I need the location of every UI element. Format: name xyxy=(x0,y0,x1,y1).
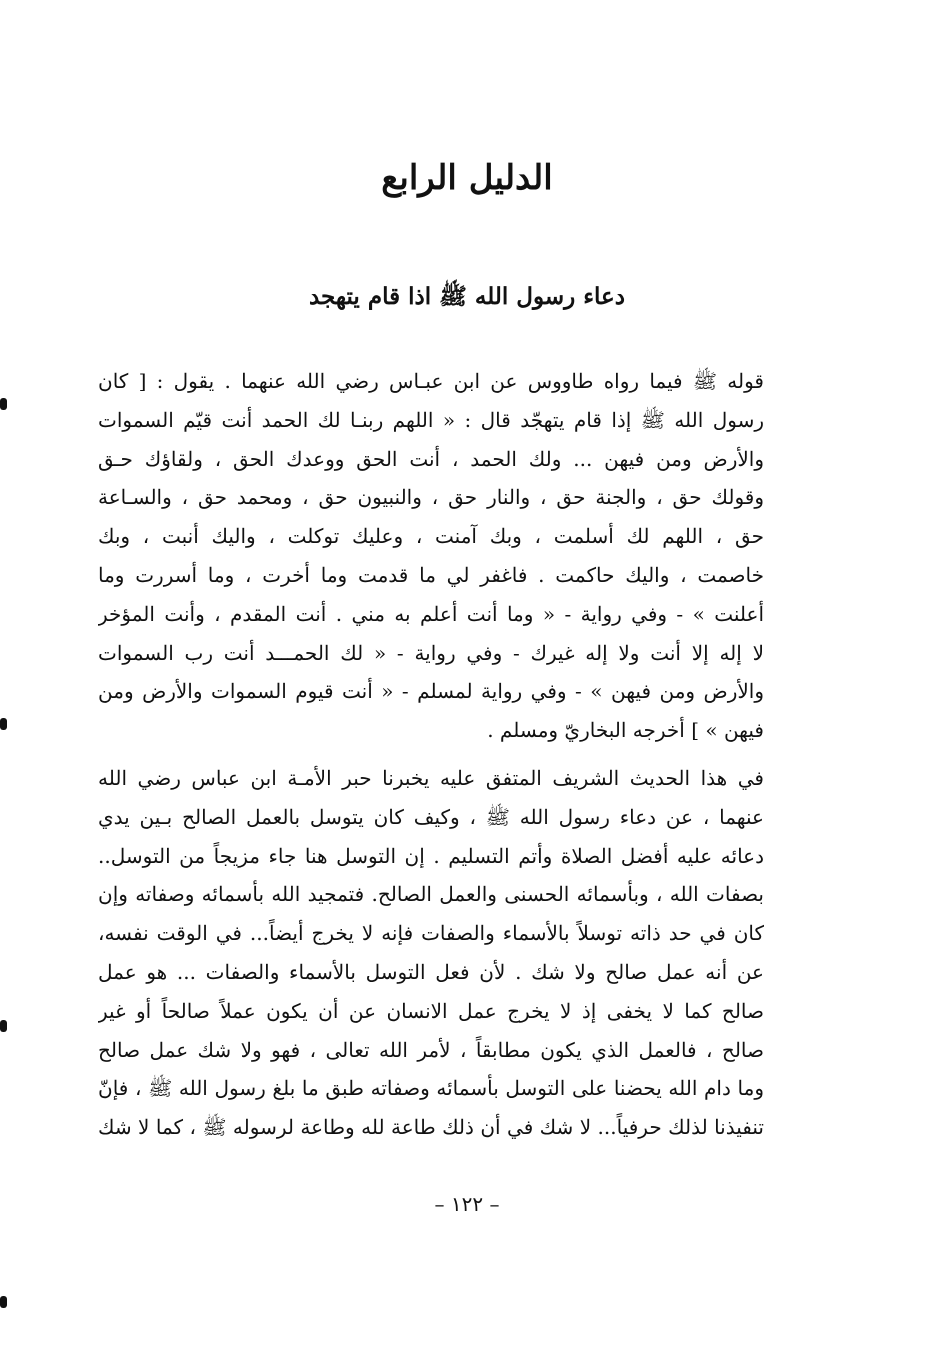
text-line: والأرض ومن فيهن ... ولك الحمد ، أنت الحق ووعدك الحق ، ولقاؤك حـق xyxy=(98,446,764,471)
text-line: رسول الله ﷺ إذا قام يتهجّد قال : « اللهم ربنـا لك الحمد أنت قيّم السموات xyxy=(98,407,764,432)
paragraph-commentary xyxy=(98,759,764,1147)
section-heading: دعاء رسول الله ﷺ اذا قام يتهجد xyxy=(308,283,626,310)
text-line: تنفيذنا لذلك حرفياً... لا شك في أن ذلك طاعة لله وطاعة لرسوله ﷺ ، كما لا شك xyxy=(98,1115,764,1140)
text-line: عنهما ، عن دعاء رسول الله ﷺ ، وكيف كان يتوسل بالعمل الصالح بـين يدي xyxy=(98,804,764,829)
text-line: صالح كما لا يخفى إذ لا يخرج عمل الانسان عن أن يكون عملاً صالحاً أو غير xyxy=(98,998,764,1023)
paragraph-hadith-quote xyxy=(98,362,764,750)
text-line: وما دام الله يحضنا على التوسل بأسمائه وصفاته طبق ما بلغ رسول الله ﷺ ، فإنّ xyxy=(98,1076,764,1101)
text-line: وقولك حق ، والجنة حق ، والنار حق ، والنبيون حق ، ومحمد حق ، والسـاعة xyxy=(98,485,764,510)
chapter-title: الدليل الرابع xyxy=(381,158,553,198)
scan-margin-mark xyxy=(0,1020,7,1032)
text-line: فيهن » ] أخرجه البخاريّ ومسلم . xyxy=(487,718,764,743)
text-line: أعلنت » - وفي رواية - « وما أنت أعلم به مني . أنت المقدم ، وأنت المؤخر xyxy=(98,601,764,626)
scan-margin-mark xyxy=(0,398,7,410)
text-line: بصفات الله ، وبأسمائه الحسنى والعمل الصالح. فتمجيد الله بأسمائه وصفاته وإن xyxy=(98,882,764,907)
text-line: لا إله إلا أنت ولا إله غيرك - وفي رواية - « لك الحمـــد أنت رب السموات xyxy=(98,640,764,665)
text-line: عن أنه عمل صالح ولا شك . لأن فعل التوسل بالأسماء والصفات ... هو عمل xyxy=(98,959,764,984)
text-line: قوله ﷺ فيما رواه طاووس عن ابن عبـاس رضي الله عنهما . يقول : [ كان xyxy=(98,369,764,393)
page-number: – ١٢٢ – xyxy=(434,1192,500,1216)
text-line: في هذا الحديث الشريف المتفق عليه يخبرنا حبر الأمـة ابن عباس رضي الله xyxy=(98,766,764,790)
text-line: دعائه عليه أفضل الصلاة وأتم التسليم . إن التوسل هنا جاء مزيجاً من التوسل.. xyxy=(98,843,764,868)
text-line: خاصمت ، واليك حاكمت . فاغفر لي ما قدمت وما أخرت ، وما أسررت وما xyxy=(98,562,764,587)
text-line: صالح ، فالعمل الذي يكون مطابقاً ، لأمر الله تعالى ، فهو ولا شك عمل صالح xyxy=(98,1037,764,1062)
text-line: والأرض ومن فيهن » - وفي رواية لمسلم - « أنت قيوم السموات والأرض ومن xyxy=(98,679,764,704)
text-line: كان في حد ذاته توسلاً بالأسماء والصفات فإنه لا يخرج أيضاً... في الوقت نفسه، xyxy=(98,921,764,946)
scan-margin-mark xyxy=(0,718,7,730)
text-line: حق ، اللهم لك أسلمت ، وبك آمنت ، وعليك توكلت ، واليك أنبت ، وبك xyxy=(98,524,764,549)
scan-margin-mark xyxy=(0,1296,7,1308)
